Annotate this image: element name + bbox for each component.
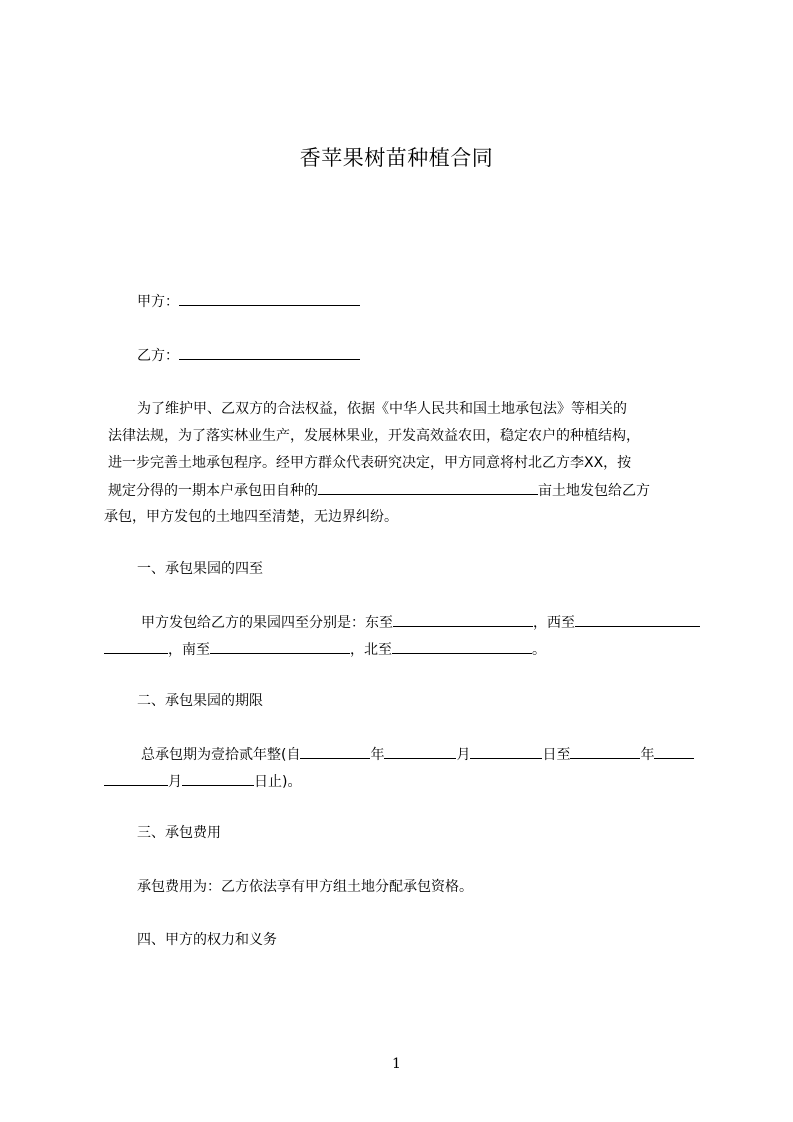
party-b-line xyxy=(137,346,360,365)
boundary-south-blank[interactable] xyxy=(210,640,350,654)
term-start-label: 总承包期为壹拾贰年整(自 xyxy=(141,747,301,763)
start-day-blank[interactable] xyxy=(470,745,542,759)
boundary-west-blank[interactable] xyxy=(575,613,700,627)
term-end-label: 日止)。 xyxy=(254,774,302,790)
end-month-blank-start[interactable] xyxy=(654,745,694,759)
party-a-label: 甲方： xyxy=(137,294,179,310)
party-b-blank[interactable] xyxy=(179,346,360,360)
end-day-blank[interactable] xyxy=(182,772,254,786)
boundary-north-blank[interactable] xyxy=(392,640,532,654)
start-day-label: 日至 xyxy=(542,747,571,763)
boundary-west-blank-cont[interactable] xyxy=(104,640,168,654)
intro-line-2: 法律法规，为了落实林业生产，发展林果业，开发高效益农田，稳定农户的种植结构， xyxy=(108,428,640,444)
party-a-line xyxy=(137,292,360,311)
intro-line-3: 进一步完善土地承包程序。经甲方群众代表研究决定，甲方同意将村北乙方李XX，按 xyxy=(108,455,632,471)
end-month-blank[interactable] xyxy=(104,772,168,786)
section-4-heading: 四、甲方的权力和义务 xyxy=(137,932,277,948)
party-a-blank[interactable] xyxy=(179,292,360,306)
section-1-heading: 一、承包果园的四至 xyxy=(137,561,263,577)
page-number: 1 xyxy=(392,1056,401,1072)
start-year-blank[interactable] xyxy=(300,745,370,759)
section-2-heading: 二、承包果园的期限 xyxy=(137,693,263,709)
end-year-blank[interactable] xyxy=(570,745,640,759)
intro-line-1: 为了维护甲、乙双方的合法权益，依据《中华人民共和国土地承包法》等相关的 xyxy=(137,401,627,417)
section-1-line-2 xyxy=(104,640,546,659)
boundary-end: 。 xyxy=(532,642,546,658)
acreage-blank[interactable] xyxy=(318,481,538,495)
intro-line-4 xyxy=(108,481,650,500)
intro-line-5: 承包，甲方发包的土地四至清楚，无边界纠纷。 xyxy=(104,509,398,525)
start-month-blank[interactable] xyxy=(384,745,456,759)
boundary-west-label: ，西至 xyxy=(533,615,575,631)
party-b-label: 乙方： xyxy=(137,348,179,364)
start-year-label: 年 xyxy=(370,747,385,763)
section-2-line-1 xyxy=(141,745,694,764)
boundary-north-label: ，北至 xyxy=(350,642,392,658)
end-month-label: 月 xyxy=(168,774,182,790)
intro-line-4-start: 规定分得的一期本户承包田自种的 xyxy=(108,483,318,499)
boundary-south-label: ，南至 xyxy=(168,642,210,658)
boundary-east-blank[interactable] xyxy=(393,613,533,627)
end-year-label: 年 xyxy=(640,747,655,763)
section-1-line-1 xyxy=(141,613,700,632)
section-2-line-2 xyxy=(104,772,301,791)
intro-line-4-end: 亩土地发包给乙方 xyxy=(538,483,650,499)
document-title: 香苹果树苗种植合同 xyxy=(299,146,494,170)
start-month-label: 月 xyxy=(456,747,471,763)
section-3-body: 承包费用为：乙方依法享有甲方组土地分配承包资格。 xyxy=(137,879,473,895)
section-3-heading: 三、承包费用 xyxy=(137,825,221,841)
boundary-east-label: 甲方发包给乙方的果园四至分别是：东至 xyxy=(141,615,393,631)
